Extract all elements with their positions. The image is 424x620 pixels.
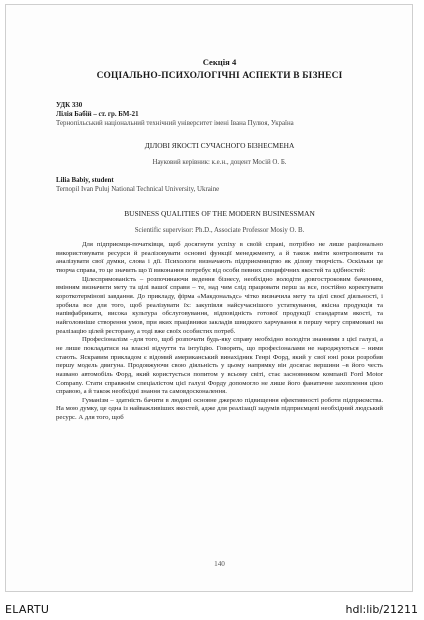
author-ua: Лілія Бабій – ст. гр. БМ-21 xyxy=(56,111,139,118)
organization-en: Ternopil Ivan Puluj National Technical University, Ukraine xyxy=(56,186,220,193)
page-frame xyxy=(5,4,413,592)
article-title-ua: ДІЛОВІ ЯКОСТІ СУЧАСНОГО БІЗНЕСМЕНА xyxy=(144,141,295,150)
supervisor-en: Scientific supervisor: Ph.D., Associate Professor Mosiy O. B. xyxy=(134,227,305,234)
paragraph-professionalism: Професіоналізм –для того, щоб розпочати будь-яку справу необхідно володіти знаннями з цієї галузі, а не лише покладатися на власні відчуття та інтуїцію. Говорять, що професіоналами не народжуються – ними стають. Яскравим прикладом є відомий американський винахідник Генрі Форд, який у свої юні роки розробив першу модель двигуна. Продовжуючи свою діяльність у цьому напрямку він досягає вершини –в його честь названо автомобіль Форд, який користується попитом у всьому світі, стає засновником компанії Ford Motor Company. Стати справжнім спеціалістом цієї галузі Форду допомогло не лише його фанатичне захоплення цією справою, а й також необхідні знання та самовдосконалення. xyxy=(56,336,383,396)
paragraph-intro: Для підприємця-початківця, щоб досягнути успіху в своїй справі, потрібно не лише раціонально використовувати ресурси й реалізовувати основні функції менеджменту, а й також вміти контролювати та аналізувати свої думки, слова і дії. Психологи визначають підприємництво як ділову творчість. Оскільки це творча справа, то це значить що її виконання потребує від особи певних специфічних якостей та здібностей: xyxy=(56,241,383,274)
page-number: 140 xyxy=(214,560,225,568)
paragraph-purposefulness: Цілеспрямованість – розпочинаючи ведення бізнесу, необхідно володіти довгостроковим баченням, вмінням визначити мету та цілі вашої справи – те, над чим слід працювати перш за все, постійно коректувати короткотермінові завдання. До прикладу, фірма «Макдональдс» чітко визначила мету та цілі своєї діяльності, і зробила все для того, щоб реалізувати їх: закупівля найсучаснішого устаткування, якісна продукція та напівфабрикати, висока культура обслуговування, відповідність готової продукції стандартам якості, та найголовніше створення умов, при яких працівники закладів швидкого харчування в першу чергу спрямовані на реалізацію цілей ресторану, а тоді вже своїх особистих потреб. xyxy=(56,275,383,335)
article-body xyxy=(56,241,383,423)
section-label: Секція 4 xyxy=(202,57,237,67)
supervisor-ua: Науковий керівник: к.е.н., доцент Мосій О. Б. xyxy=(152,159,287,166)
udc-code: УДК 330 xyxy=(56,102,83,109)
paragraph-humanism: Гуманізм – здатність бачити в людині основне джерело підвищення ефективності роботи підприємства. На мою думку, це одна із найважливіших якостей, адже для реалізації задумів підприємцеві необхідний людський ресурс. А для того, щоб xyxy=(56,396,383,422)
footer-handle-link[interactable]: hdl:lib/21211 xyxy=(345,603,418,616)
article-title-en: BUSINESS QUALITIES OF THE MODERN BUSINESSMAN xyxy=(124,209,315,218)
organization-ua: Тернопільський національний технічний університет імені Івана Пулюя, Україна xyxy=(56,120,294,127)
section-title: СОЦІАЛЬНО-ПСИХОЛОГІЧНІ АСПЕКТИ В БІЗНЕСІ xyxy=(96,71,343,81)
footer-repository-label: ELARTU xyxy=(5,603,50,616)
footer-bar xyxy=(0,597,424,620)
author-en: Lilia Babiy, student xyxy=(56,177,114,184)
